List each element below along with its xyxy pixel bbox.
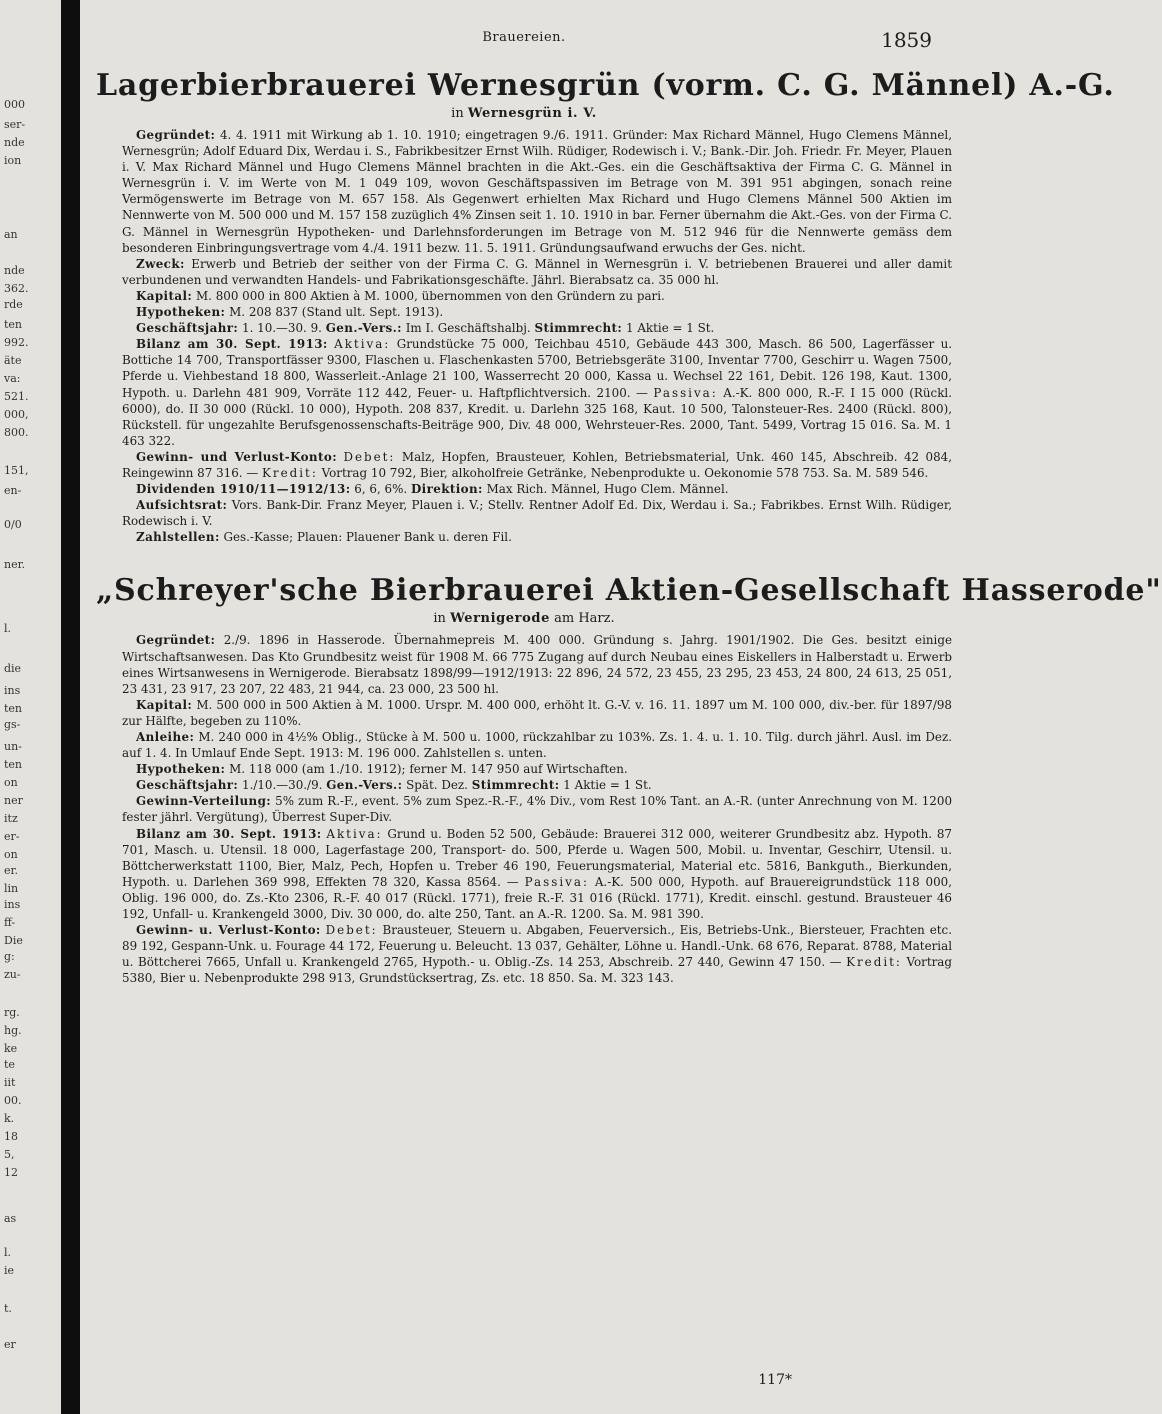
gutter-fragment: on [4, 848, 18, 861]
paragraph-gewinn-verteilung: Gewinn-Verteilung: 5% zum R.-F., event. 5% zum Spez.-R.-F., 4% Div., vom Rest 10% Tant. an A.-R. (unter Anrechnung von M. 1200 fester jährl. Vergütung), Überrest Super-Div. [122, 794, 953, 825]
paragraph-zweck: Zweck: Erwerb und Betrieb der seither von der Firma C. G. Männel in Wernesgrün i. V. betriebenen Brauerei und aller damit verbundenen und verwandten Handels- und Fabrikationsgeschäfte. Jährl. Bierabsatz ca. 35 000 hl. [122, 256, 953, 287]
gutter-fragment: ins [4, 684, 21, 697]
entry-body [96, 632, 952, 986]
gutter-fragment: ser- [4, 118, 26, 131]
left-margin-bleed [0, 0, 61, 1414]
gutter-fragment: nde [4, 264, 25, 277]
gutter-fragment: 521. [4, 390, 29, 403]
gutter-fragment: lin [4, 882, 19, 895]
paragraph-gegruendet: Gegründet: 2./9. 1896 in Hasserode. Übernahmepreis M. 400 000. Gründung s. Jahrg. 1901/1902. Die Ges. besitzt einige Wirtschaftsanwesen. Das Kto Grundbesitz weist für 1908 M. 66 775 Zugang auf durch Neubau eines Eiskellers in Halberstadt u. Erwerb eines Wirtsanwesens in Wernigerode. Bierabsatz 1898/99—1912/1913: 22 896, 24 572, 23 455, 23 295, 23 453, 24 800, 24 613, 25 051, 23 431, 23 917, 23 207, 22 483, 21 944, ca. 23 000, 23 500 hl. [122, 633, 953, 696]
gutter-fragment: er. [4, 864, 19, 877]
gutter-fragment: 000 [4, 98, 25, 111]
gutter-fragment: va: [4, 372, 21, 385]
entry-body [96, 127, 952, 545]
gutter-fragment: k. [4, 1112, 15, 1125]
gutter-fragment: Die [4, 934, 23, 947]
running-head [96, 30, 952, 54]
company-entry-wernesgruen [96, 68, 1115, 545]
paragraph-gewinn-verlust: Gewinn- u. Verlust-Konto: Debet: Brausteuer, Steuern u. Abgaben, Feuerversich., Eis, Betriebs-Unk., Biersteuer, Frachten etc. 89 192, Gespann-Unk. u. Fourage 44 172, Feuerung u. Beleucht. 13 037, Gehälter, Löhne u. Handl.-Unk. 68 676, Reparat. 8788, Material u. Böttcherei 7665, Unfall u. Krankengeld 2765, Hypoth.- u. Oblig.-Zs. 14 253, Abschreib. 27 440, Gewinn 47 150. — Kredit: Vortrag 5380, Bier u. Nebenprodukte 298 913, Grundstücksertrag, Zs. etc. 18 850. Sa. M. 323 143. [122, 923, 952, 986]
gutter-fragment: er [4, 1338, 16, 1351]
gutter-fragment: ion [4, 154, 22, 167]
paragraph-bilanz: Bilanz am 30. Sept. 1913: Aktiva: Grundstücke 75 000, Teichbau 4510, Gebäude 443 300, Masch. 86 500, Lagerfässer u. Bottiche 14 700, Transportfässer 9300, Flaschen u. Flaschenkasten 5700, Betriebsgeräte 3100, Inventar 7700, Geschirr u. Wagen 7500, Pferde u. Viehbestand 18 800, Wasserleit.-Anlage 21 100, Wasserrecht 20 000, Kassa u. Wechsel 22 161, Debit. 126 198, Kaut. 1300, Hypoth. u. Darlehn 481 909, Vorräte 112 442, Feuer- u. Haftpflichtversich. 2100. — Passiva: A.-K. 800 000, R.-F. I 15 000 (Rückl. 6000), do. II 30 000 (Rückl. 10 000), Hypoth. 208 837, Kredit. u. Darlehn 325 168, Kaut. 10 500, Talonsteuer-Res. 2400 (Rückl. 800), Rückstell. für ungezahlte Berufsgenossenschafts-Beiträge 900, Div. 48 000, Wehrsteuer-Res. 2000, Tant. 5499, Vortrag 15 016. Sa. M. 1 463 322. [122, 337, 953, 448]
gutter-fragment: ins [4, 898, 21, 911]
gutter-fragment: t. [4, 1302, 12, 1315]
gutter-fragment: l. [4, 1246, 12, 1259]
paragraph-anleihe: Anleihe: M. 240 000 in 4½% Oblig., Stücke à M. 500 u. 1000, rückzahlbar zu 103%. Zs. 1. 4. u. 1. 10. Tilg. durch jährl. Ausl. im Dez. auf 1. 4. In Umlauf Ende Sept. 1913: M. 196 000. Zahlstellen s. unten. [122, 730, 952, 761]
gutter-fragment: ten [4, 758, 23, 771]
gutter-fragment: 800. [4, 426, 29, 439]
gutter-fragment: er- [4, 830, 20, 843]
gutter-fragment: 992. [4, 336, 29, 349]
location-suffix: am Harz. [554, 611, 615, 627]
paragraph-geschaeftsjahr: Geschäftsjahr: 1./10.—30./9. Gen.-Vers.: Spät. Dez. Stimmrecht: 1 Aktie = 1 St. [136, 778, 652, 793]
gutter-fragment: 5, [4, 1148, 15, 1161]
gutter-fragment: 12 [4, 1166, 18, 1179]
gutter-fragment: g: [4, 950, 15, 963]
binding-edge [61, 0, 80, 1414]
gutter-fragment: die [4, 662, 22, 675]
gutter-fragment: hg. [4, 1024, 22, 1037]
gutter-fragment: ke [4, 1042, 18, 1055]
gutter-fragment: 0/0 [4, 518, 22, 531]
gutter-fragment: ner. [4, 558, 26, 571]
company-title: „Schreyer'sche Bierbrauerei Aktien-Gesellschaft Hasserode" [96, 573, 1162, 609]
gutter-fragment: ff- [4, 916, 16, 929]
location-prefix: in [433, 611, 446, 627]
gutter-fragment: 151, [4, 464, 29, 477]
gutter-fragment: ie [4, 1264, 15, 1277]
running-head-title: Brauereien. [482, 30, 566, 45]
gutter-fragment: nde [4, 136, 25, 149]
gutter-fragment: as [4, 1212, 17, 1225]
document-page [96, 24, 1162, 1404]
gutter-fragment: en- [4, 484, 22, 497]
company-entry-hasserode [96, 573, 1162, 986]
location-place: Wernigerode [450, 611, 550, 627]
gutter-fragment: ner [4, 794, 23, 807]
gutter-fragment: iit [4, 1076, 16, 1089]
company-location [96, 106, 952, 121]
gutter-fragment: 18 [4, 1130, 18, 1143]
paragraph-gegruendet: Gegründet: 4. 4. 1911 mit Wirkung ab 1. 10. 1910; eingetragen 9./6. 1911. Gründer: Max Richard Männel, Hugo Clemens Männel, Wernesgrün; Adolf Eduard Dix, Werdau i. S., Fabrikbesitzer Ernst Wilh. Rüdiger, Rodewisch i. V.; Bank.-Dir. Joh. Friedr. Fr. Meyer, Plauen i. V. Max Richard Männel und Hugo Clemens Männel brachten in die Akt.-Ges. ein die Geschäftsaktiva der Firma C. G. Männel in Wernesgrün i. V. im Werte von M. 1 049 109, wovon Geschäftspassiven im Betrage von M. 391 951 abgingen, sonach reine Vermögenswerte im Betrage von M. 657 158. Als Gegenwert erhielten Max Richard und Hugo Clemens Männel 500 Aktien im Nennwerte von M. 500 000 und M. 157 158 zuzüglich 4% Zinsen seit 1. 10. 1910 in bar. Ferner übernahm die Akt.-Ges. von der Firma C. G. Männel in Wernesgrün Hypotheken- und Darlehnsforderungen im Betrage von M. 512 946 für die Nennwerte gemäss dem besonderen Einbringungsvertrage vom 4./4. 1911 bezw. 11. 5. 1911. Gründungsaufwand erwuchs der Ges. nicht. [122, 128, 952, 255]
paragraph-dividenden: Dividenden 1910/11—1912/13: 6, 6, 6%. Direktion: Max Rich. Männel, Hugo Clem. Männel. [136, 482, 729, 497]
gutter-fragment: äte [4, 354, 22, 367]
gutter-fragment: ten [4, 318, 23, 331]
gutter-fragment: an [4, 228, 18, 241]
location-place: Wernesgrün i. V. [467, 106, 597, 121]
gutter-fragment: un- [4, 740, 22, 753]
gutter-fragment: l. [4, 622, 12, 635]
gutter-fragment: 000, [4, 408, 29, 421]
gutter-fragment: gs- [4, 718, 21, 731]
paragraph-hypotheken: Hypotheken: M. 118 000 (am 1./10. 1912); ferner M. 147 950 auf Wirtschaften. [136, 762, 628, 777]
paragraph-kapital: Kapital: M. 800 000 in 800 Aktien à M. 1000, übernommen von den Gründern zu pari. [136, 288, 665, 303]
gutter-fragment: on [4, 776, 18, 789]
paragraph-bilanz: Bilanz am 30. Sept. 1913: Aktiva: Grund u. Boden 52 500, Gebäude: Brauerei 312 000, weiterer Grundbesitz abz. Hypoth. 87 701, Masch. u. Utensil. 18 000, Lagerfastage 200, Transport- do. 500, Pferde u. Wagen 500, Mobil. u. Inventar, Geschirr, Utensil. u. Böttcherwerkstatt 1100, Bier, Malz, Pech, Hopfen u. Treber 46 190, Feuerungsmaterial, Material etc. 5816, Bankguth., Bierkunden, Hypoth. u. Darlehen 369 998, Effekten 78 320, Kassa 8564. — Passiva: A.-K. 500 000, Hypoth. auf Brauereigrundstück 118 000, Oblig. 196 000, do. Zs.-Kto 2306, R.-F. 40 017 (Rückl. 1771), freie R.-F. 31 016 (Rückl. 1771), Kredit. einschl. gestund. Brausteuer 46 192, Unfall- u. Krankengeld 3000, Div. 30 000, do. alte 250, Tant. an A.-R. 1200. Sa. M. 981 390. [122, 826, 953, 922]
company-title: Lagerbierbrauerei Wernesgrün (vorm. C. G. Männel) A.-G. [96, 68, 1115, 103]
signature-mark: 117* [758, 1372, 792, 1388]
paragraph-gewinn-verlust: Gewinn- und Verlust-Konto: Debet: Malz, Hopfen, Brausteuer, Kohlen, Betriebsmaterial, Unk. 460 145, Abschreib. 42 084, Reingewinn 87 316. — Kredit: Vortrag 10 792, Bier, alkoholfreie Getränke, Nebenprodukte u. Oekonomie 578 753. Sa. M. 589 546. [122, 449, 953, 480]
company-location [96, 611, 952, 626]
paragraph-zahlstellen: Zahlstellen: Ges.-Kasse; Plauen: Plauener Bank u. deren Fil. [136, 530, 512, 545]
gutter-fragment: 00. [4, 1094, 22, 1107]
gutter-fragment: 362. [4, 282, 29, 295]
gutter-fragment: itz [4, 812, 18, 825]
paragraph-kapital: Kapital: M. 500 000 in 500 Aktien à M. 1000. Urspr. M. 400 000, erhöht lt. G.-V. v. 16. 11. 1897 um M. 100 000, div.-ber. für 1897/98 zur Hälfte, begeben zu 110%. [122, 697, 952, 728]
paragraph-hypotheken: Hypotheken: M. 208 837 (Stand ult. Sept. 1913). [136, 305, 444, 320]
gutter-fragment: te [4, 1058, 15, 1071]
paragraph-geschaeftsjahr: Geschäftsjahr: 1. 10.—30. 9. Gen.-Vers.: Im I. Geschäftshalbj. Stimmrecht: 1 Aktie = 1 St. [136, 321, 715, 336]
location-prefix: in [451, 106, 464, 121]
gutter-fragment: rde [4, 298, 23, 311]
gutter-fragment: ten [4, 702, 23, 715]
gutter-fragment: zu- [4, 968, 21, 981]
gutter-fragment: rg. [4, 1006, 20, 1019]
page-number: 1859 [881, 28, 932, 52]
paragraph-aufsichtsrat: Aufsichtsrat: Vors. Bank-Dir. Franz Meyer, Plauen i. V.; Stellv. Rentner Adolf Ed. Dix, Werdau i. Sa.; Fabrikbes. Ernst Wilh. Rüdiger, Rodewisch i. V. [122, 498, 953, 529]
